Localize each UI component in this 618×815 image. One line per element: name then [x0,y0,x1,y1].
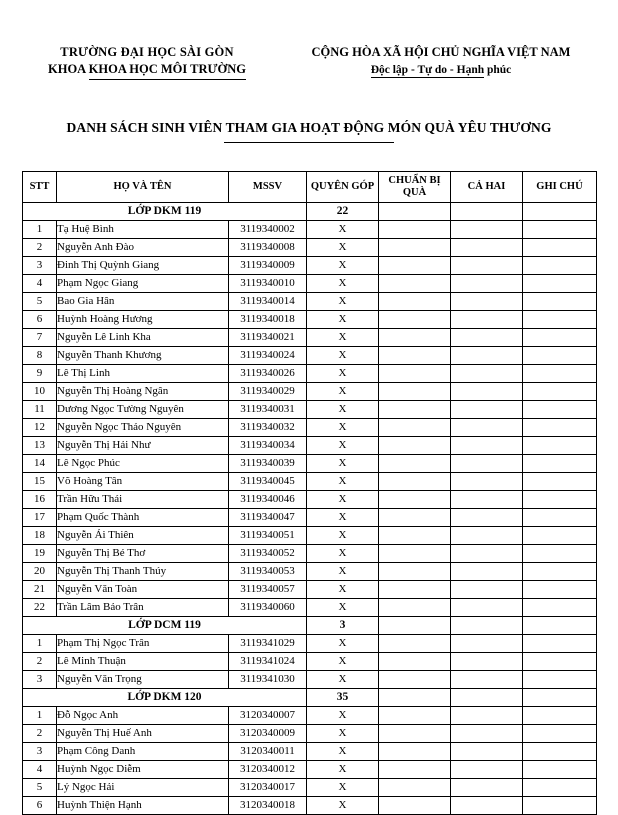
cell-quyen-gop: X [307,364,379,382]
cell-student-name: Huỳnh Hoàng Hương [57,310,229,328]
column-header-ghi-chu: GHI CHÚ [523,171,597,202]
cell-chuan-bi-qua [379,490,451,508]
cell-chuan-bi-qua [379,256,451,274]
cell-ghi-chu [523,364,597,382]
class-group-row [23,616,597,634]
cell-mssv: 3119340053 [229,562,307,580]
cell-mssv: 3120340011 [229,742,307,760]
table-row [23,382,597,400]
table-row [23,256,597,274]
cell-chuan-bi-qua [379,418,451,436]
national-motto [286,62,596,79]
cell-stt: 12 [23,418,57,436]
cell-ca-hai [451,310,523,328]
column-header-mssv: MSSV [229,171,307,202]
cell-student-name: Phạm Công Danh [57,742,229,760]
class-group-count: 35 [307,688,379,706]
student-list-table [22,171,597,815]
cell-student-name: Nguyễn Ngọc Thảo Nguyên [57,418,229,436]
cell-ca-hai [451,436,523,454]
cell-student-name: Đinh Thị Quỳnh Giang [57,256,229,274]
cell-ghi-chu [523,562,597,580]
cell-student-name: Phạm Thị Ngọc Trân [57,634,229,652]
cell-student-name: Nguyễn Anh Đào [57,238,229,256]
table-row [23,508,597,526]
table-body [23,202,597,814]
cell-ca-hai [451,364,523,382]
cell-mssv: 3119340047 [229,508,307,526]
cell-chuan-bi-qua [379,526,451,544]
table-row [23,652,597,670]
cell-ca-hai [451,490,523,508]
cell-ghi-chu [523,724,597,742]
class-group-ghi-chu-cell [523,616,597,634]
cell-ca-hai [451,634,523,652]
cell-chuan-bi-qua [379,562,451,580]
cell-ghi-chu [523,310,597,328]
class-group-ca-hai-cell [451,616,523,634]
cell-student-name: Lý Ngọc Hải [57,778,229,796]
cell-chuan-bi-qua [379,778,451,796]
cell-ghi-chu [523,400,597,418]
table-row [23,220,597,238]
cell-mssv: 3119340002 [229,220,307,238]
cell-quyen-gop: X [307,544,379,562]
cell-stt: 16 [23,490,57,508]
cell-student-name: Lê Ngọc Phúc [57,454,229,472]
cell-chuan-bi-qua [379,472,451,490]
cell-quyen-gop: X [307,760,379,778]
table-row [23,706,597,724]
table-row [23,634,597,652]
class-group-label: LỚP DCM 119 [23,616,307,634]
table-row [23,346,597,364]
table-header-row [23,171,597,202]
cell-quyen-gop: X [307,508,379,526]
cell-mssv: 3120340012 [229,760,307,778]
cell-stt: 8 [23,346,57,364]
cell-quyen-gop: X [307,238,379,256]
cell-chuan-bi-qua [379,220,451,238]
cell-stt: 1 [23,634,57,652]
cell-stt: 2 [23,238,57,256]
table-row [23,292,597,310]
cell-quyen-gop: X [307,454,379,472]
cell-quyen-gop: X [307,706,379,724]
cell-mssv: 3119340046 [229,490,307,508]
cell-ghi-chu [523,490,597,508]
cell-ghi-chu [523,706,597,724]
cell-student-name: Huỳnh Thiện Hạnh [57,796,229,814]
cell-stt: 22 [23,598,57,616]
cell-student-name: Trần Hữu Thái [57,490,229,508]
cell-mssv: 3119340014 [229,292,307,310]
cell-mssv: 3119340057 [229,580,307,598]
table-row [23,724,597,742]
cell-ghi-chu [523,598,597,616]
cell-mssv: 3119340032 [229,418,307,436]
cell-ghi-chu [523,346,597,364]
class-group-count: 3 [307,616,379,634]
cell-ca-hai [451,796,523,814]
cell-student-name: Lê Thị Linh [57,364,229,382]
motto-tail: phúc [484,63,512,76]
cell-ghi-chu [523,778,597,796]
cell-ca-hai [451,778,523,796]
cell-ghi-chu [523,796,597,814]
cell-quyen-gop: X [307,256,379,274]
table-row [23,310,597,328]
cell-stt: 10 [23,382,57,400]
table-row [23,454,597,472]
document-header [22,44,596,80]
cell-ca-hai [451,346,523,364]
cell-ghi-chu [523,274,597,292]
cell-student-name: Nguyễn Thị Thanh Thúy [57,562,229,580]
class-group-row [23,688,597,706]
class-group-ca-hai-cell [451,688,523,706]
table-row [23,418,597,436]
cell-chuan-bi-qua [379,382,451,400]
cell-quyen-gop: X [307,436,379,454]
cell-quyen-gop: X [307,652,379,670]
cell-ca-hai [451,742,523,760]
cell-stt: 21 [23,580,57,598]
cell-chuan-bi-qua [379,580,451,598]
cell-student-name: Lê Minh Thuận [57,652,229,670]
cell-stt: 3 [23,742,57,760]
cell-chuan-bi-qua [379,274,451,292]
cell-stt: 2 [23,652,57,670]
cell-ca-hai [451,508,523,526]
table-row [23,796,597,814]
cell-student-name: Đỗ Ngọc Anh [57,706,229,724]
cell-stt: 1 [23,706,57,724]
column-header-name: HỌ VÀ TÊN [57,171,229,202]
cell-quyen-gop: X [307,796,379,814]
cell-ghi-chu [523,256,597,274]
class-group-chuan-bi-cell [379,688,451,706]
cell-quyen-gop: X [307,634,379,652]
cell-mssv: 3120340018 [229,796,307,814]
cell-student-name: Nguyễn Thanh Khương [57,346,229,364]
cell-ca-hai [451,400,523,418]
cell-student-name: Huỳnh Ngọc Diễm [57,760,229,778]
cell-stt: 6 [23,796,57,814]
column-header-stt: STT [23,171,57,202]
cell-quyen-gop: X [307,580,379,598]
cell-student-name: Nguyễn Văn Toàn [57,580,229,598]
cell-ca-hai [451,544,523,562]
class-group-chuan-bi-cell [379,616,451,634]
cell-ca-hai [451,418,523,436]
cell-stt: 3 [23,670,57,688]
cell-stt: 1 [23,220,57,238]
cell-mssv: 3119340010 [229,274,307,292]
class-group-label: LỚP DKM 119 [23,202,307,220]
cell-ca-hai [451,256,523,274]
national-title: CỘNG HÒA XÃ HỘI CHỦ NGHĨA VIỆT NAM [311,45,571,59]
cell-stt: 9 [23,364,57,382]
cell-chuan-bi-qua [379,724,451,742]
table-row [23,526,597,544]
cell-student-name: Nguyễn Ái Thiên [57,526,229,544]
cell-mssv: 3120340009 [229,724,307,742]
cell-ghi-chu [523,742,597,760]
cell-ghi-chu [523,472,597,490]
table-row [23,274,597,292]
cell-ghi-chu [523,652,597,670]
faculty-prefix: KHOA [48,61,89,76]
motto-underlined: Độc lập - Tự do - Hạnh [370,63,485,76]
table-row [23,436,597,454]
cell-mssv: 3119341030 [229,670,307,688]
cell-stt: 17 [23,508,57,526]
cell-quyen-gop: X [307,526,379,544]
cell-ca-hai [451,472,523,490]
cell-chuan-bi-qua [379,598,451,616]
cell-chuan-bi-qua [379,742,451,760]
cell-ghi-chu [523,418,597,436]
cell-chuan-bi-qua [379,436,451,454]
cell-ghi-chu [523,454,597,472]
cell-mssv: 3119340052 [229,544,307,562]
cell-ca-hai [451,670,523,688]
page-title: DANH SÁCH SINH VIÊN THAM GIA HOẠT ĐỘNG MÓN QUÀ YÊU THƯƠNG [66,119,552,135]
class-group-ca-hai-cell [451,202,523,220]
cell-ghi-chu [523,382,597,400]
cell-ca-hai [451,220,523,238]
cell-stt: 2 [23,724,57,742]
cell-student-name: Nguyễn Văn Trọng [57,670,229,688]
cell-student-name: Phạm Ngọc Giang [57,274,229,292]
cell-quyen-gop: X [307,418,379,436]
cell-stt: 19 [23,544,57,562]
table-row [23,598,597,616]
cell-stt: 6 [23,310,57,328]
cell-stt: 5 [23,292,57,310]
cell-chuan-bi-qua [379,310,451,328]
table-row [23,364,597,382]
cell-mssv: 3119340029 [229,382,307,400]
table-row [23,580,597,598]
cell-mssv: 3119340060 [229,598,307,616]
table-row [23,472,597,490]
cell-chuan-bi-qua [379,328,451,346]
cell-student-name: Võ Hoàng Tân [57,472,229,490]
cell-ca-hai [451,526,523,544]
cell-ca-hai [451,274,523,292]
table-row [23,238,597,256]
cell-chuan-bi-qua [379,508,451,526]
cell-quyen-gop: X [307,274,379,292]
class-group-ghi-chu-cell [523,688,597,706]
cell-ghi-chu [523,436,597,454]
cell-ghi-chu [523,328,597,346]
cell-stt: 4 [23,274,57,292]
cell-quyen-gop: X [307,220,379,238]
cell-stt: 7 [23,328,57,346]
cell-mssv: 3119340021 [229,328,307,346]
cell-chuan-bi-qua [379,400,451,418]
cell-chuan-bi-qua [379,346,451,364]
header-left-block [22,44,272,80]
faculty-name [22,61,272,80]
cell-stt: 5 [23,778,57,796]
cell-mssv: 3119340008 [229,238,307,256]
column-header-chuan-bi-qua: CHUẨN BỊ QUÀ [379,171,451,202]
cell-quyen-gop: X [307,382,379,400]
class-group-chuan-bi-cell [379,202,451,220]
class-group-row [23,202,597,220]
cell-quyen-gop: X [307,742,379,760]
cell-ghi-chu [523,220,597,238]
cell-chuan-bi-qua [379,292,451,310]
cell-mssv: 3119340051 [229,526,307,544]
cell-mssv: 3119341029 [229,634,307,652]
cell-mssv: 3119340031 [229,400,307,418]
table-row [23,760,597,778]
cell-chuan-bi-qua [379,364,451,382]
table-row [23,778,597,796]
cell-ghi-chu [523,670,597,688]
cell-student-name: Bao Gia Hân [57,292,229,310]
cell-chuan-bi-qua [379,670,451,688]
cell-quyen-gop: X [307,562,379,580]
cell-ghi-chu [523,544,597,562]
cell-ghi-chu [523,580,597,598]
cell-student-name: Nguyễn Thị Bé Thơ [57,544,229,562]
cell-chuan-bi-qua [379,796,451,814]
cell-mssv: 3119340034 [229,436,307,454]
cell-ghi-chu [523,526,597,544]
cell-chuan-bi-qua [379,544,451,562]
cell-student-name: Phạm Quốc Thành [57,508,229,526]
cell-ca-hai [451,382,523,400]
cell-quyen-gop: X [307,472,379,490]
table-row [23,544,597,562]
cell-ghi-chu [523,508,597,526]
table-row [23,400,597,418]
cell-ca-hai [451,238,523,256]
table-row [23,670,597,688]
cell-quyen-gop: X [307,328,379,346]
cell-quyen-gop: X [307,598,379,616]
cell-mssv: 3120340017 [229,778,307,796]
table-row [23,490,597,508]
class-group-count: 22 [307,202,379,220]
cell-ghi-chu [523,760,597,778]
cell-quyen-gop: X [307,490,379,508]
table-row [23,742,597,760]
cell-mssv: 3119341024 [229,652,307,670]
header-right-block [286,44,596,79]
cell-quyen-gop: X [307,724,379,742]
cell-ca-hai [451,760,523,778]
cell-ca-hai [451,724,523,742]
cell-ghi-chu [523,238,597,256]
cell-mssv: 3119340039 [229,454,307,472]
cell-quyen-gop: X [307,346,379,364]
cell-mssv: 3119340018 [229,310,307,328]
cell-ca-hai [451,562,523,580]
cell-ca-hai [451,328,523,346]
cell-student-name: Tạ Huệ Bình [57,220,229,238]
cell-student-name: Nguyễn Thị Hoàng Ngân [57,382,229,400]
cell-mssv: 3119340026 [229,364,307,382]
cell-student-name: Dương Ngọc Tường Nguyên [57,400,229,418]
cell-stt: 4 [23,760,57,778]
cell-mssv: 3119340009 [229,256,307,274]
cell-stt: 13 [23,436,57,454]
cell-chuan-bi-qua [379,760,451,778]
cell-chuan-bi-qua [379,652,451,670]
cell-student-name: Nguyễn Lê Linh Kha [57,328,229,346]
cell-ca-hai [451,454,523,472]
cell-ca-hai [451,652,523,670]
cell-stt: 11 [23,400,57,418]
cell-quyen-gop: X [307,292,379,310]
title-divider [224,142,394,143]
cell-student-name: Nguyễn Thị Hải Như [57,436,229,454]
class-group-ghi-chu-cell [523,202,597,220]
table-row [23,562,597,580]
cell-mssv: 3119340024 [229,346,307,364]
cell-student-name: Trần Lâm Bảo Trân [57,598,229,616]
cell-chuan-bi-qua [379,634,451,652]
cell-ca-hai [451,598,523,616]
table-head [23,171,597,202]
cell-ca-hai [451,292,523,310]
cell-mssv: 3120340007 [229,706,307,724]
cell-student-name: Nguyễn Thị Huế Anh [57,724,229,742]
cell-quyen-gop: X [307,778,379,796]
cell-ghi-chu [523,634,597,652]
cell-stt: 18 [23,526,57,544]
cell-stt: 15 [23,472,57,490]
cell-ca-hai [451,706,523,724]
cell-stt: 3 [23,256,57,274]
cell-quyen-gop: X [307,400,379,418]
cell-stt: 14 [23,454,57,472]
cell-stt: 20 [23,562,57,580]
cell-quyen-gop: X [307,310,379,328]
cell-quyen-gop: X [307,670,379,688]
university-name: TRƯỜNG ĐẠI HỌC SÀI GÒN [60,45,234,59]
cell-mssv: 3119340045 [229,472,307,490]
class-group-label: LỚP DKM 120 [23,688,307,706]
table-row [23,328,597,346]
column-header-quyen-gop: QUYÊN GÓP [307,171,379,202]
column-header-ca-hai: CẢ HAI [451,171,523,202]
faculty-underlined: KHOA HỌC MÔI TRƯỜNG [89,61,246,80]
cell-ghi-chu [523,292,597,310]
cell-chuan-bi-qua [379,454,451,472]
cell-chuan-bi-qua [379,238,451,256]
cell-chuan-bi-qua [379,706,451,724]
cell-ca-hai [451,580,523,598]
